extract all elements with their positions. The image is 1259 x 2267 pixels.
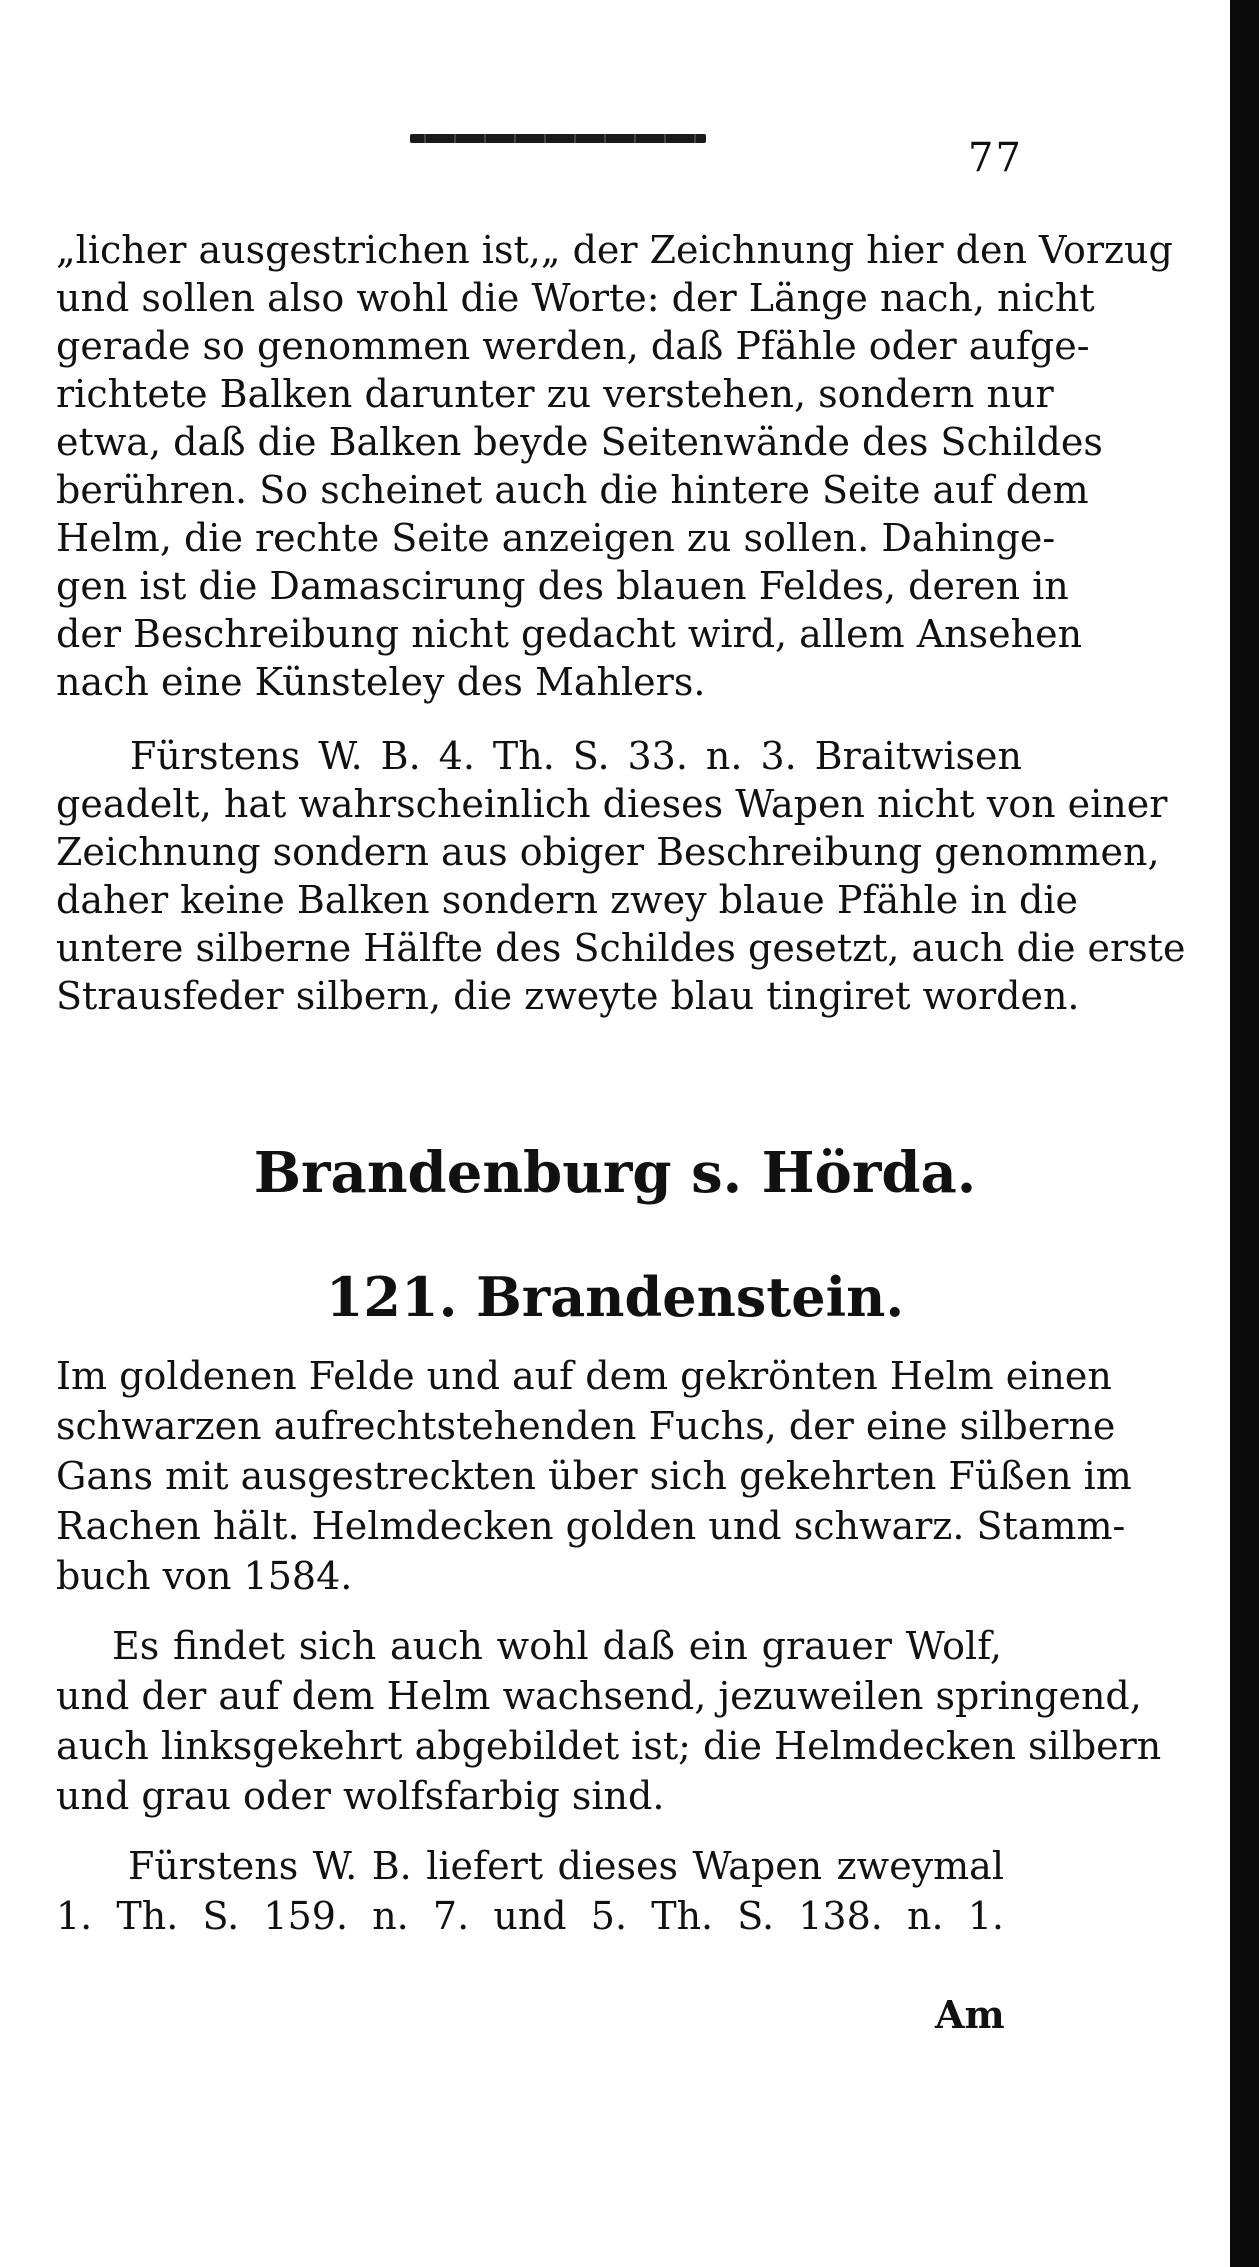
- page-number: 77: [968, 135, 1023, 181]
- text-line: gen ist die Damascirung des blauen Feldes, deren in: [56, 564, 1069, 608]
- text-line: auch linksgekehrt abgebildet ist; die Helmdecken silbern: [56, 1724, 1162, 1768]
- text-line: richtete Balken darunter zu verstehen, sondern nur: [56, 372, 1054, 416]
- text-line: Helm, die rechte Seite anzeigen zu sollen. Dahinge-: [56, 516, 1056, 560]
- header-ornament-rule: [410, 134, 706, 143]
- text-line: 1. Th. S. 159. n. 7. und 5. Th. S. 138. n. 1.: [56, 1894, 1004, 1938]
- text-line: Fürstens W. B. liefert dieses Wapen zweymal: [128, 1844, 1004, 1888]
- text-line: und sollen also wohl die Worte: der Länge nach, nicht: [56, 276, 1095, 320]
- text-line: Gans mit ausgestreckten über sich gekehrten Füßen im: [56, 1454, 1132, 1498]
- text-line: Strausfeder silbern, die zweyte blau tingiret worden.: [56, 974, 1080, 1018]
- entry-heading: 121. Brandenstein.: [325, 1265, 905, 1329]
- text-line: Es findet sich auch wohl daß ein grauer Wolf,: [112, 1624, 1002, 1668]
- text-line: Rachen hält. Helmdecken golden und schwarz. Stamm-: [56, 1504, 1126, 1548]
- page-edge-shadow: [1230, 0, 1259, 2267]
- text-line: etwa, daß die Balken beyde Seitenwände des Schildes: [56, 420, 1103, 464]
- text-line: der Beschreibung nicht gedacht wird, allem Ansehen: [56, 612, 1083, 656]
- text-line: nach eine Künsteley des Mahlers.: [56, 660, 706, 704]
- text-line: daher keine Balken sondern zwey blaue Pfähle in die: [56, 878, 1078, 922]
- text-line: schwarzen aufrechtstehenden Fuchs, der eine silberne: [56, 1404, 1116, 1448]
- text-line: gerade so genommen werden, daß Pfähle oder aufge-: [56, 324, 1090, 368]
- text-line: untere silberne Hälfte des Schildes gesetzt, auch die erste: [56, 926, 1186, 970]
- text-line: und grau oder wolfsfarbig sind.: [56, 1774, 665, 1818]
- text-line: Zeichnung sondern aus obiger Beschreibung genommen,: [56, 830, 1160, 874]
- text-line: und der auf dem Helm wachsend, jezuweilen springend,: [56, 1674, 1142, 1718]
- text-line: Im goldenen Felde und auf dem gekrönten Helm einen: [56, 1354, 1112, 1398]
- catchword: Am: [935, 1992, 1005, 2037]
- text-line: geadelt, hat wahrscheinlich dieses Wapen nicht von einer: [56, 782, 1168, 826]
- section-heading: Brandenburg s. Hörda.: [253, 1140, 977, 1206]
- text-line: „licher ausgestrichen ist,„ der Zeichnung hier den Vorzug: [56, 228, 1173, 272]
- text-line: berühren. So scheinet auch die hintere Seite auf dem: [56, 468, 1089, 512]
- text-line: Fürstens W. B. 4. Th. S. 33. n. 3. Braitwisen: [130, 734, 1022, 778]
- text-line: buch von 1584.: [56, 1554, 353, 1598]
